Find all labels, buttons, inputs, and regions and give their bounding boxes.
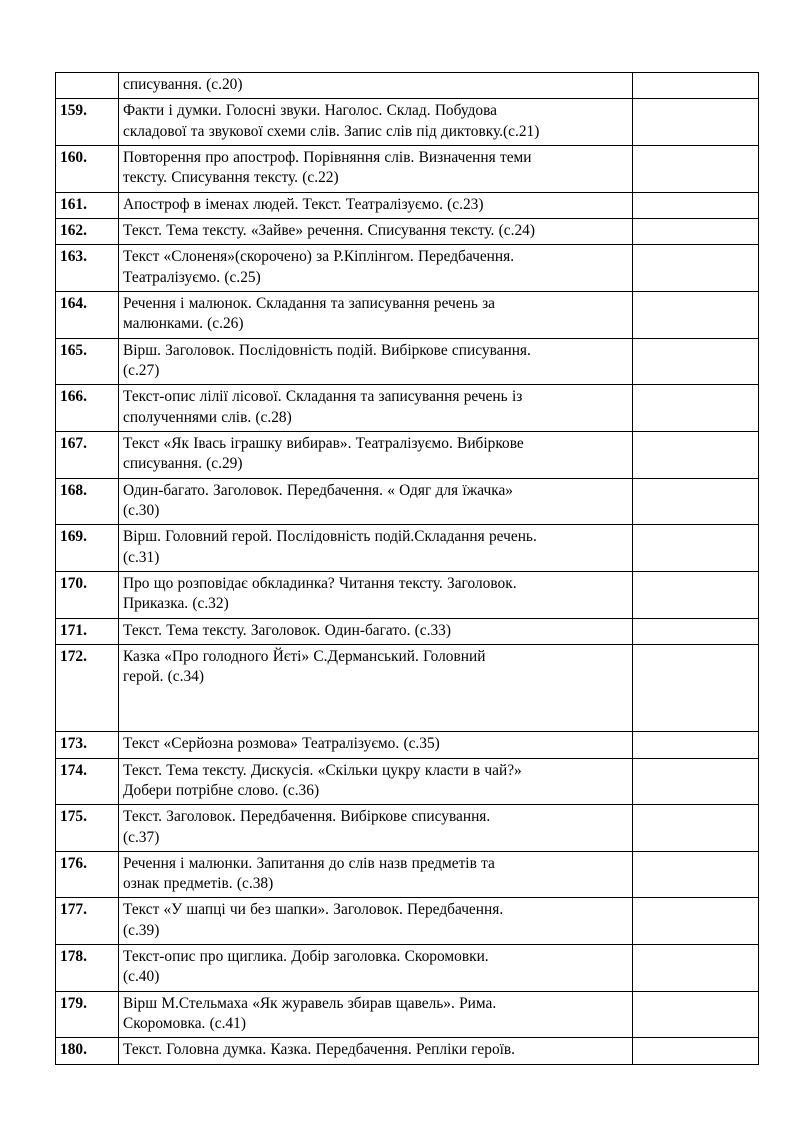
row-topic-cell bbox=[119, 145, 633, 192]
table-row bbox=[56, 805, 759, 852]
table-container bbox=[55, 72, 758, 1065]
row-number-cell: 173. bbox=[56, 732, 119, 758]
table-row bbox=[56, 192, 759, 218]
row-note-cell[interactable] bbox=[633, 99, 759, 146]
row-topic-cell bbox=[119, 571, 633, 618]
lesson-plan-table bbox=[55, 72, 759, 1065]
topic-line: (с.37) bbox=[123, 828, 160, 846]
row-topic-cell bbox=[119, 218, 633, 244]
topic-line: Казка «Про голодного Йєті» С.Дерманський. Головний bbox=[123, 647, 486, 665]
row-number-cell: 170. bbox=[56, 571, 119, 618]
topic-line: ознак предметів. (с.38) bbox=[123, 875, 274, 893]
row-number-cell: 174. bbox=[56, 758, 119, 805]
row-number-cell: 176. bbox=[56, 851, 119, 898]
row-note-cell[interactable] bbox=[633, 571, 759, 618]
row-number-cell: 177. bbox=[56, 898, 119, 945]
row-note-cell[interactable] bbox=[633, 431, 759, 478]
row-topic-cell bbox=[119, 73, 633, 99]
row-topic-cell bbox=[119, 732, 633, 758]
row-number-cell: 172. bbox=[56, 644, 119, 731]
row-topic-cell bbox=[119, 851, 633, 898]
row-topic-cell bbox=[119, 245, 633, 292]
row-number-cell: 171. bbox=[56, 618, 119, 644]
topic-line: малюнками. (с.26) bbox=[123, 315, 244, 333]
row-topic-cell bbox=[119, 1038, 633, 1064]
row-number-cell: 166. bbox=[56, 385, 119, 432]
topic-line: Текст. Головна думка. Казка. Передбачення. Репліки героїв. bbox=[123, 1041, 516, 1059]
topic-line: складової та звукової схеми слів. Запис слів під диктовку.(с.21) bbox=[123, 122, 540, 140]
row-topic-cell bbox=[119, 338, 633, 385]
table-row bbox=[56, 73, 759, 99]
topic-line: Вірш. Заголовок. Послідовність подій. Вибіркове списування. bbox=[123, 341, 531, 359]
row-number-cell: 178. bbox=[56, 945, 119, 992]
row-note-cell[interactable] bbox=[633, 192, 759, 218]
row-topic-cell bbox=[119, 805, 633, 852]
table-row bbox=[56, 525, 759, 572]
topic-line: Повторення про апостроф. Порівняння слів. Визначення теми bbox=[123, 148, 532, 166]
topic-line: Речення і малюнки. Запитання до слів назв предметів та bbox=[123, 854, 495, 872]
row-topic-cell bbox=[119, 991, 633, 1038]
topic-line: (с.27) bbox=[123, 361, 160, 379]
topic-line: Текст «У шапці чи без шапки». Заголовок. Передбачення. bbox=[123, 901, 504, 919]
row-note-cell[interactable] bbox=[633, 644, 759, 731]
row-number-cell: 175. bbox=[56, 805, 119, 852]
row-note-cell[interactable] bbox=[633, 478, 759, 525]
row-topic-cell bbox=[119, 385, 633, 432]
row-note-cell[interactable] bbox=[633, 145, 759, 192]
topic-line: (с.30) bbox=[123, 501, 160, 519]
row-topic-cell bbox=[119, 291, 633, 338]
topic-line: Текст. Тема тексту. Заголовок. Один-багато. (с.33) bbox=[123, 621, 451, 639]
topic-cell-spacer bbox=[123, 708, 629, 728]
row-topic-cell bbox=[119, 192, 633, 218]
table-row bbox=[56, 478, 759, 525]
row-note-cell[interactable] bbox=[633, 218, 759, 244]
topic-line: Текст-опис про щиглика. Добір заголовка. Скоромовки. bbox=[123, 948, 489, 966]
row-note-cell[interactable] bbox=[633, 291, 759, 338]
topic-line: Текст-опис лілії лісової. Складання та записування речень із bbox=[123, 388, 523, 406]
row-note-cell[interactable] bbox=[633, 898, 759, 945]
table-row bbox=[56, 1038, 759, 1064]
row-note-cell[interactable] bbox=[633, 73, 759, 99]
row-note-cell[interactable] bbox=[633, 385, 759, 432]
row-number-cell: 160. bbox=[56, 145, 119, 192]
row-topic-cell bbox=[119, 618, 633, 644]
table-row bbox=[56, 945, 759, 992]
row-number-cell: 159. bbox=[56, 99, 119, 146]
topic-line: герой. (с.34) bbox=[123, 668, 204, 686]
table-row bbox=[56, 245, 759, 292]
row-note-cell[interactable] bbox=[633, 338, 759, 385]
row-number-cell: 169. bbox=[56, 525, 119, 572]
table-row bbox=[56, 571, 759, 618]
row-number-cell bbox=[56, 73, 119, 99]
table-row bbox=[56, 732, 759, 758]
topic-line: Апостроф в іменах людей. Текст. Театралізуємо. (с.23) bbox=[123, 195, 484, 213]
row-number-cell: 162. bbox=[56, 218, 119, 244]
table-row bbox=[56, 338, 759, 385]
row-note-cell[interactable] bbox=[633, 851, 759, 898]
topic-line: Один-багато. Заголовок. Передбачення. « Одяг для їжачка» bbox=[123, 481, 513, 499]
topic-line: Приказка. (с.32) bbox=[123, 595, 229, 613]
topic-line: Текст «Серйозна розмова» Театралізуємо. (с.35) bbox=[123, 735, 440, 753]
row-note-cell[interactable] bbox=[633, 945, 759, 992]
topic-line: Добери потрібне слово. (с.36) bbox=[123, 781, 320, 799]
row-number-cell: 168. bbox=[56, 478, 119, 525]
row-number-cell: 163. bbox=[56, 245, 119, 292]
table-row bbox=[56, 218, 759, 244]
topic-line: Факти і думки. Голосні звуки. Наголос. Склад. Побудова bbox=[123, 102, 498, 120]
row-note-cell[interactable] bbox=[633, 805, 759, 852]
row-note-cell[interactable] bbox=[633, 991, 759, 1038]
table-row bbox=[56, 898, 759, 945]
topic-line: Текст. Заголовок. Передбачення. Вибіркове списування. bbox=[123, 808, 491, 826]
topic-line: списування. (с.29) bbox=[123, 455, 243, 473]
row-number-cell: 180. bbox=[56, 1038, 119, 1064]
topic-line: (с.40) bbox=[123, 968, 160, 986]
row-topic-cell bbox=[119, 644, 633, 731]
row-topic-cell bbox=[119, 898, 633, 945]
row-number-cell: 179. bbox=[56, 991, 119, 1038]
row-topic-cell bbox=[119, 478, 633, 525]
row-note-cell[interactable] bbox=[633, 245, 759, 292]
topic-line: списування. (с.20) bbox=[123, 76, 243, 93]
table-row bbox=[56, 758, 759, 805]
topic-line: Вірш М.Стельмаха «Як журавель збирав щавель». Рима. bbox=[123, 994, 497, 1012]
topic-line: Речення і малюнок. Складання та записування речень за bbox=[123, 294, 496, 312]
row-note-cell[interactable] bbox=[633, 1038, 759, 1064]
topic-line: Театралізуємо. (с.25) bbox=[123, 268, 261, 286]
table-row bbox=[56, 385, 759, 432]
row-note-cell[interactable] bbox=[633, 618, 759, 644]
row-note-cell[interactable] bbox=[633, 758, 759, 805]
table-row bbox=[56, 431, 759, 478]
row-topic-cell bbox=[119, 525, 633, 572]
row-topic-cell bbox=[119, 945, 633, 992]
table-row bbox=[56, 851, 759, 898]
topic-cell-spacer bbox=[123, 688, 629, 708]
topic-line: (с.31) bbox=[123, 548, 160, 566]
row-note-cell[interactable] bbox=[633, 732, 759, 758]
row-number-cell: 164. bbox=[56, 291, 119, 338]
table-row bbox=[56, 291, 759, 338]
topic-line: Вірш. Головний герой. Послідовність подій.Складання речень. bbox=[123, 528, 537, 546]
topic-line: Скоромовка. (с.41) bbox=[123, 1015, 246, 1033]
row-topic-cell bbox=[119, 431, 633, 478]
table-row bbox=[56, 644, 759, 731]
row-number-cell: 161. bbox=[56, 192, 119, 218]
topic-line: Текст. Тема тексту. «Зайве» речення. Списування тексту. (с.24) bbox=[123, 221, 535, 239]
table-row bbox=[56, 991, 759, 1038]
topic-line: тексту. Списування тексту. (с.22) bbox=[123, 169, 339, 187]
topic-line: Текст. Тема тексту. Дискусія. «Скільки цукру класти в чай?» bbox=[123, 761, 522, 779]
row-number-cell: 165. bbox=[56, 338, 119, 385]
table-body bbox=[56, 73, 759, 1065]
topic-line: (с.39) bbox=[123, 921, 160, 939]
table-row bbox=[56, 99, 759, 146]
row-topic-cell bbox=[119, 99, 633, 146]
table-row bbox=[56, 145, 759, 192]
table-row bbox=[56, 618, 759, 644]
row-number-cell: 167. bbox=[56, 431, 119, 478]
topic-line: сполученнями слів. (с.28) bbox=[123, 408, 292, 426]
row-note-cell[interactable] bbox=[633, 525, 759, 572]
row-topic-cell bbox=[119, 758, 633, 805]
topic-line: Про що розповідає обкладинка? Читання тексту. Заголовок. bbox=[123, 574, 517, 592]
topic-line: Текст «Слоненя»(скорочено) за Р.Кіплінгом. Передбачення. bbox=[123, 248, 515, 266]
topic-line: Текст «Як Івась іграшку вибирав». Театралізуємо. Вибіркове bbox=[123, 434, 524, 452]
